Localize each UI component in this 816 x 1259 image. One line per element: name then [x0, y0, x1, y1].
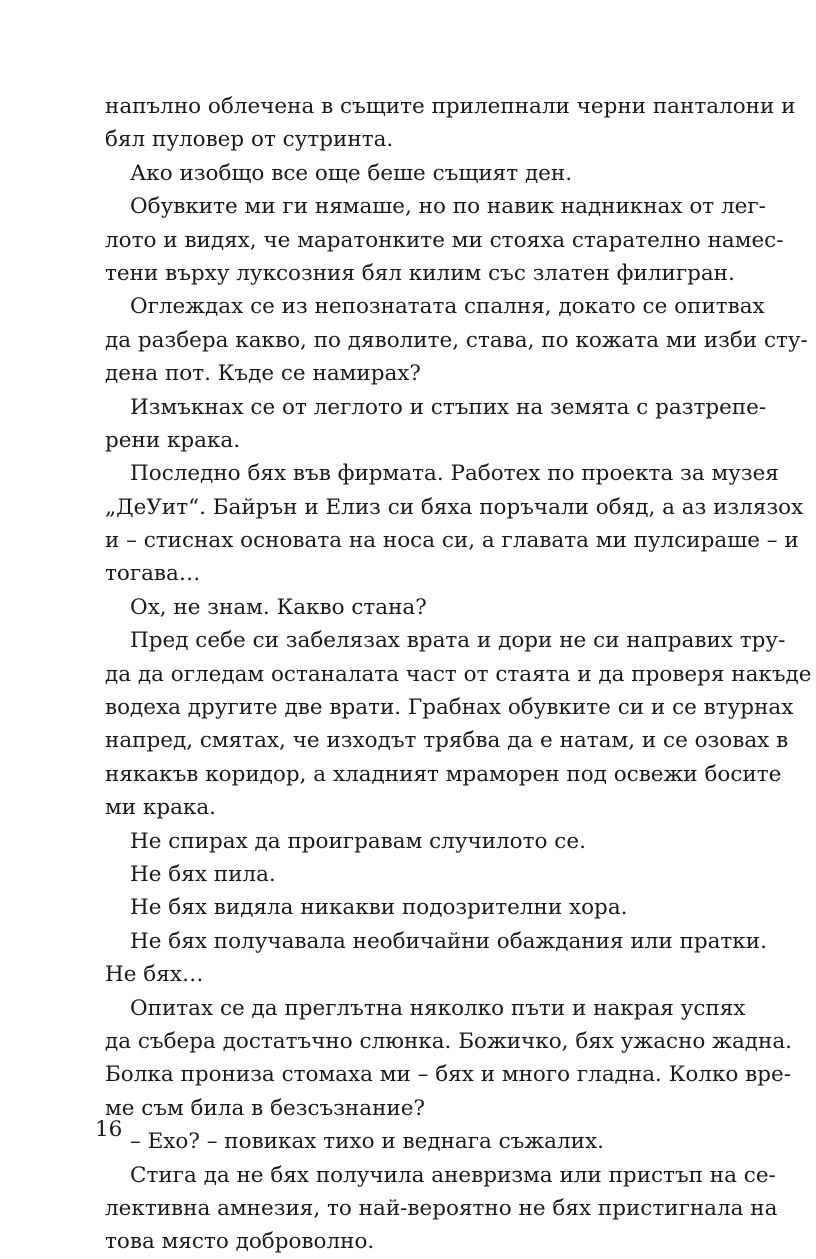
text-line: Стига да не бях получила аневризма или пристъп на се- — [130, 1162, 776, 1188]
text-line: лото и видях, че маратонките ми стояха старателно намес- — [105, 227, 784, 253]
text-line: да да огледам останалата част от стаята и да проверя накъде — [105, 661, 812, 687]
text-line: напред, смятах, че изходът трябва да е натам, и се озовах в — [105, 728, 789, 754]
text-line: „ДеУит“. Байрън и Елиз си бяха поръчали обяд, а аз излязох — [105, 494, 804, 520]
text-line: дена пот. Къде се намирах? — [105, 361, 421, 387]
text-line: Болка прониза стомаха ми – бях и много гладна. Колко вре- — [105, 1062, 792, 1088]
text-line: Опитах се да преглътна няколко пъти и накрая успях — [130, 995, 746, 1021]
text-line: някакъв коридор, а хладният мраморен под освежи босите — [105, 761, 782, 787]
text-line: да разбера какво, по дяволите, става, по кожата ми изби сту- — [105, 327, 808, 353]
body-text — [105, 90, 812, 1259]
text-line: Не бях видяла никакви подозрителни хора. — [130, 895, 628, 921]
text-line: Не спирах да проигравам случилото се. — [130, 828, 586, 854]
text-line: Обувките ми ги нямаше, но по навик надникнах от лег- — [130, 194, 766, 220]
text-line: и – стиснах основата на носа си, а главата ми пулсираше – и — [105, 528, 799, 554]
text-line: Последно бях във фирмата. Работех по проекта за музея — [130, 461, 779, 487]
page-number: 16 — [95, 1117, 123, 1142]
text-line: водеха другите две врати. Грабнах обувките си и се втурнах — [105, 695, 794, 721]
text-line: рени крака. — [105, 427, 241, 453]
text-line: Не бях пила. — [130, 861, 276, 887]
text-line: да събера достатъчно слюнка. Божичко, бях ужасно жадна. — [105, 1028, 792, 1054]
text-line: тени върху луксозния бял килим със златен филигран. — [105, 260, 735, 286]
text-line: Пред себе си забелязах врата и дори не си направих тру- — [130, 628, 786, 654]
text-line: Не бях… — [105, 962, 204, 988]
text-line: Оглеждах се из непознатата спалня, докато се опитвах — [130, 294, 765, 320]
text-line: тогава… — [105, 561, 201, 587]
text-line: – Ехо? – повиках тихо и веднага съжалих. — [130, 1129, 604, 1155]
text-line: Ох, не знам. Какво стана? — [130, 594, 427, 620]
text-line: ме съм била в безсъзнание? — [105, 1095, 425, 1121]
text-line: бял пуловер от сутринта. — [105, 127, 394, 153]
text-line: Не бях получавала необичайни обаждания или пратки. — [130, 928, 767, 954]
text-line: лективна амнезия, то най-вероятно не бях пристигнала на — [105, 1195, 778, 1221]
text-line: това място доброволно. — [105, 1229, 375, 1255]
text-line: ми крака. — [105, 795, 216, 821]
text-line: Ако изобщо все още беше същият ден. — [130, 160, 573, 186]
text-line: напълно облечена в същите прилепнали черни панталони и — [105, 94, 796, 119]
text-line: Измъкнах се от леглото и стъпих на земята с разтрепе- — [130, 394, 767, 420]
